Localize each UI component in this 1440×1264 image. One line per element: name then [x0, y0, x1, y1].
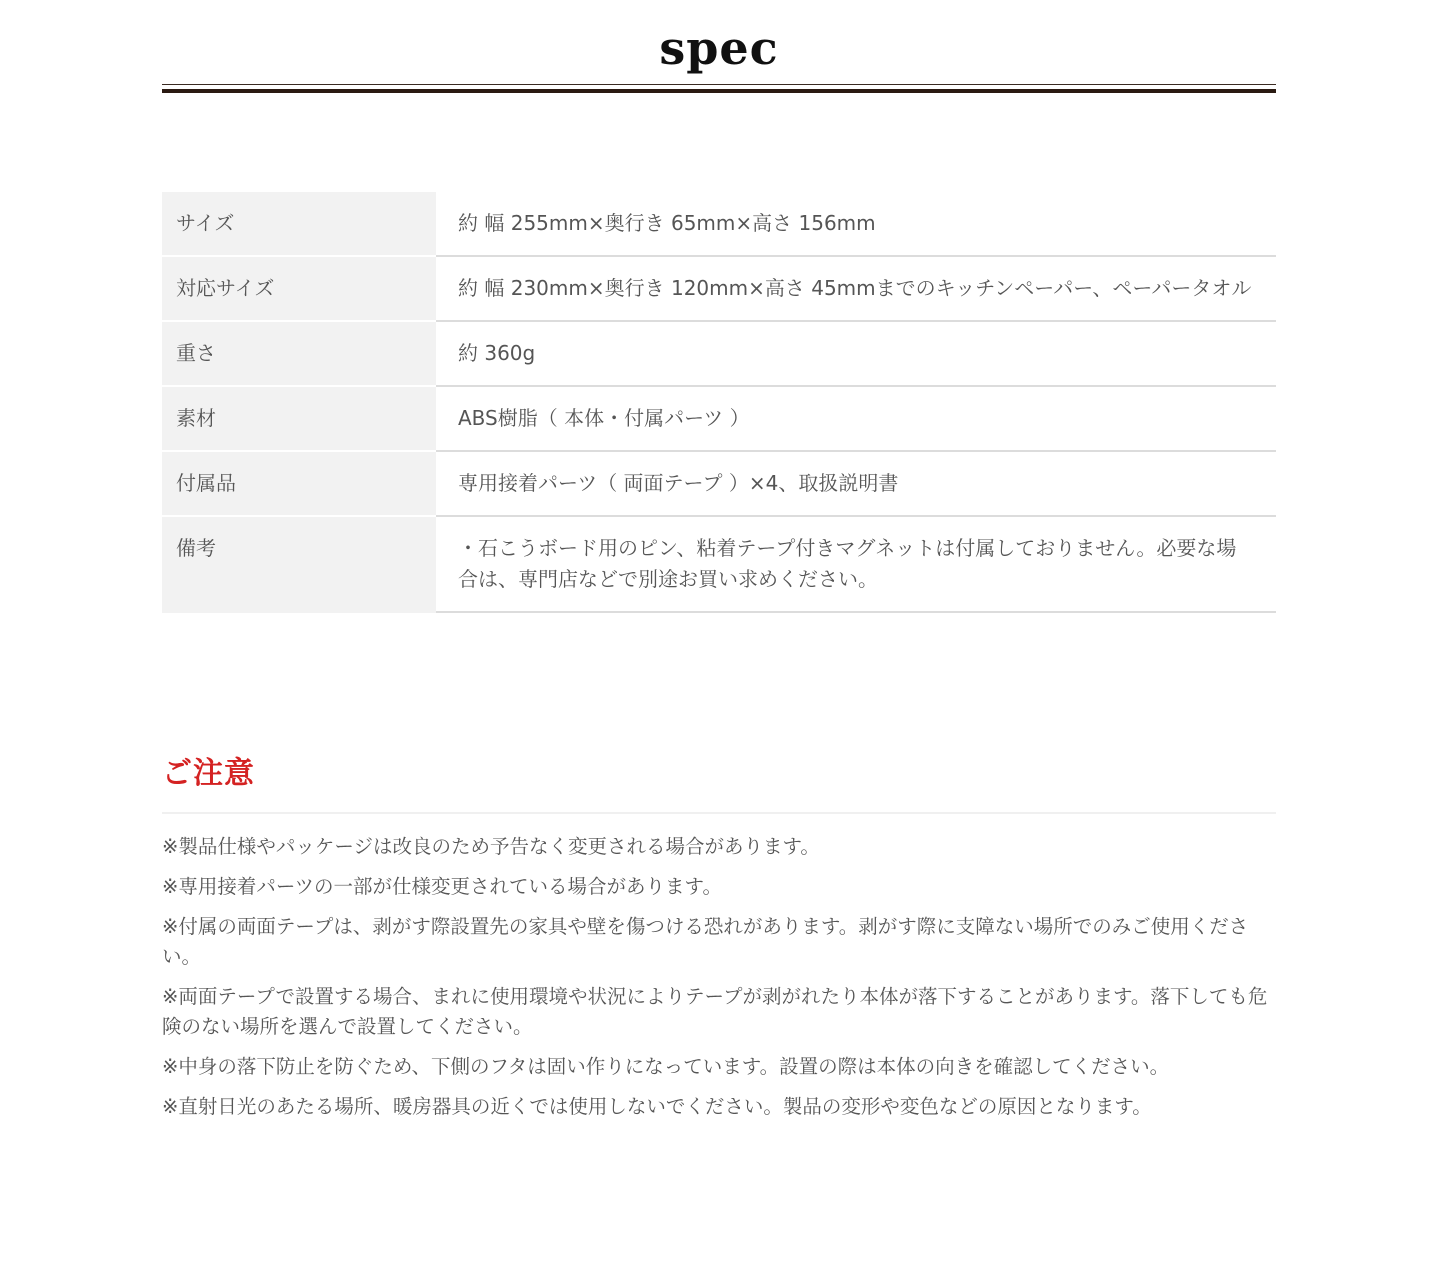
title-divider — [162, 84, 1276, 93]
spec-row-weight — [162, 321, 1276, 386]
spec-table — [162, 192, 1276, 613]
spec-value: ABS樹脂（ 本体・付属パーツ ） — [436, 386, 1276, 451]
notice-item: ※専用接着パーツの一部が仕様変更されている場合があります。 — [162, 875, 722, 898]
spec-value: 約 幅 255mm×奥行き 65mm×高さ 156mm — [436, 192, 1276, 256]
spec-row-accessories — [162, 451, 1276, 516]
notice-item: ※製品仕様やパッケージは改良のため予告なく変更される場合があります。 — [162, 835, 820, 858]
spec-label: 付属品 — [162, 451, 436, 516]
spec-label: 対応サイズ — [162, 256, 436, 321]
title-divider-thick — [162, 89, 1276, 93]
notice-title: ご注意 — [162, 756, 255, 791]
spec-label: 重さ — [162, 321, 436, 386]
notice-divider — [162, 812, 1276, 814]
spec-row-size — [162, 192, 1276, 256]
title-divider-thin — [162, 84, 1276, 85]
spec-value: ・石こうボード用のピン、粘着テープ付きマグネットは付属しておりません。必要な場合は、専門店などで別途お買い求めください。 — [436, 516, 1276, 612]
spec-label: 素材 — [162, 386, 436, 451]
notice-item: ※中身の落下防止を防ぐため、下側のフタは固い作りになっています。設置の際は本体の向きを確認してください。 — [162, 1055, 1170, 1078]
notice-item: ※両面テープで設置する場合、まれに使用環境や状況によりテープが剥がれたり本体が落下することがあります。落下しても危険のない場所を選んで設置してください。 — [162, 985, 1268, 1038]
spec-row-material — [162, 386, 1276, 451]
spec-label: 備考 — [162, 516, 436, 612]
notice-section — [162, 752, 1276, 1132]
spec-value: 約 幅 230mm×奥行き 120mm×高さ 45mmまでのキッチンペーパー、ペーパータオル — [436, 256, 1276, 321]
spec-row-compatible-size — [162, 256, 1276, 321]
notice-list — [162, 832, 1276, 1122]
spec-value: 専用接着パーツ（ 両面テープ ）×4、取扱説明書 — [436, 451, 1276, 516]
spec-label: サイズ — [162, 192, 436, 256]
notice-item: ※付属の両面テープは、剥がす際設置先の家具や壁を傷つける恐れがあります。剥がす際に支障ない場所でのみご使用ください。 — [162, 915, 1249, 968]
page-title: spec — [659, 21, 779, 75]
spec-row-remarks — [162, 516, 1276, 612]
spec-section — [162, 0, 1276, 1118]
spec-value: 約 360g — [436, 321, 1276, 386]
notice-item: ※直射日光のあたる場所、暖房器具の近くでは使用しないでください。製品の変形や変色などの原因となります。 — [162, 1095, 1152, 1118]
